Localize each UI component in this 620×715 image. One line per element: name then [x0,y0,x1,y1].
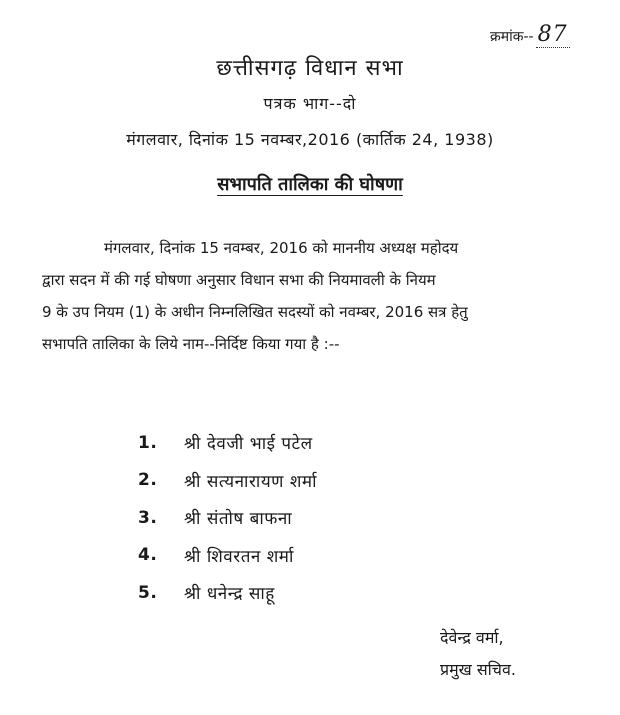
paragraph-line: द्वारा सदन में की गई घोषणा अनुसार विधान सभा की नियमावली के नियम [42,271,436,289]
assembly-title: छत्तीसगढ़ विधान सभा [216,56,404,81]
list-item [138,499,498,537]
list-item-name: श्री देवजी भाई पटेल [184,434,313,455]
list-item-name: श्री सत्यनारायण शर्मा [184,471,318,492]
serial-number-block [490,22,610,48]
announcement-heading-text: सभापति तालिका की घोषणा [217,174,403,195]
list-item [138,424,498,462]
list-item-name: श्री संतोष बाफना [184,509,293,530]
list-item-number: 1. [138,432,158,453]
list-item [138,462,498,500]
signature-block [440,622,516,686]
list-item-number: 3. [138,507,158,528]
list-item-number: 5. [138,582,158,603]
list-item-name: श्री शिवरतन शर्मा [184,546,294,567]
list-item [138,537,498,575]
member-list [138,424,498,612]
paragraph-line: सभापति तालिका के लिये नाम--निर्दिष्ट किया गया है :-- [42,335,340,353]
list-item [138,574,498,612]
signatory-name: देवेन्द्र वर्मा, [440,628,504,647]
list-item-number: 4. [138,545,158,566]
list-item-number: 2. [138,470,158,491]
bulletin-subtitle: पत्रक भाग--दो [263,94,357,113]
signatory-designation: प्रमुख सचिव. [440,660,516,679]
date-line: मंगलवार, दिनांक 15 नवम्बर,2016 (कार्तिक 24, 1938) [126,130,494,149]
paragraph-line: 9 के उप नियम (1) के अधीन निम्नलिखित सदस्यों को नवम्बर, 2016 सत्र हेतु [42,303,468,321]
list-item-name: श्री धनेन्द्र साहू [184,584,275,605]
announcement-paragraph [42,232,602,360]
serial-label: क्रमांक-- [490,29,534,45]
serial-number: 87 [537,22,568,47]
paragraph-line: मंगलवार, दिनांक 15 नवम्बर, 2016 को माननीय अध्यक्ष महोदय [104,239,459,257]
announcement-heading [0,172,620,196]
